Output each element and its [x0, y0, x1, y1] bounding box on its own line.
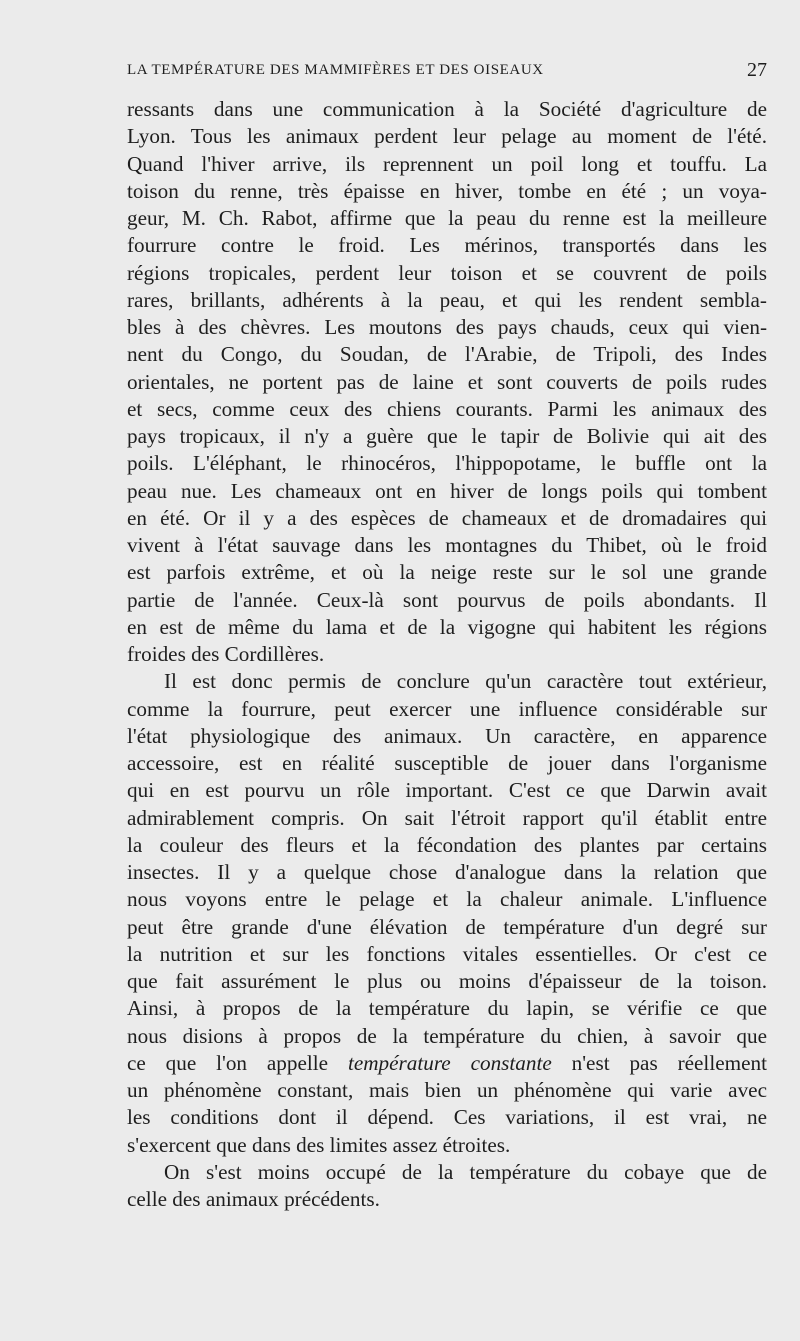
- page-number: 27: [747, 59, 767, 81]
- paragraph: [127, 1159, 767, 1214]
- text-line: vivent à l'état sauvage dans les montagnes du Thibet, où le froid: [127, 533, 767, 557]
- text-line: en été. Or il y a des espèces de chameaux et de dromadaires qui: [127, 505, 767, 530]
- paragraph: [127, 668, 767, 1159]
- text-line: qui en est pourvu un rôle important. C'est ce que Darwin avait: [127, 778, 767, 803]
- text-line: Il est donc permis de conclure qu'un caractère tout extérieur,: [164, 669, 767, 694]
- text-line: régions tropicales, perdent leur toison et se couvrent de poils: [127, 260, 767, 285]
- text-line: accessoire, est en réalité susceptible de jouer dans l'organisme: [127, 751, 767, 775]
- text-line: Ainsi, à propos de la température du lapin, se vérifie ce que: [127, 996, 767, 1021]
- text-line: partie de l'année. Ceux-là sont pourvus de poils abondants. Il: [127, 587, 767, 612]
- text-line: On s'est moins occupé de la température du cobaye que de: [164, 1159, 767, 1184]
- text-line: toison du renne, très épaisse en hiver, tombe en été ; un voya-: [127, 178, 767, 203]
- text-line: l'état physiologique des animaux. Un caractère, en apparence: [127, 723, 767, 748]
- text-line: celle des animaux précédents.: [127, 1187, 380, 1211]
- text-line: poils. L'éléphant, le rhinocéros, l'hippopotame, le buffle ont la: [127, 451, 767, 476]
- text-line: insectes. Il y a quelque chose d'analogue dans la relation que: [127, 860, 767, 884]
- text-line: peut être grande d'une élévation de température d'un degré sur: [127, 914, 767, 939]
- text-line: que fait assurément le plus ou moins d'épaisseur de la toison.: [127, 969, 767, 993]
- text-line: orientales, ne portent pas de laine et sont couverts de poils rudes: [127, 369, 767, 394]
- text-line: bles à des chèvres. Les moutons des pays chauds, ceux qui vien-: [127, 315, 767, 339]
- text-line: nous disions à propos de la température du chien, à savoir que: [127, 1023, 767, 1048]
- text-line: en est de même du lama et de la vigogne qui habitent les régions: [127, 614, 767, 639]
- text-line: Quand l'hiver arrive, ils reprennent un poil long et touffu. La: [127, 151, 767, 176]
- text-line: rares, brillants, adhérents à la peau, et qui les rendent sembla-: [127, 287, 767, 312]
- text-line: peau nue. Les chameaux ont en hiver de longs poils qui tombent: [127, 478, 767, 503]
- text-line: un phénomène constant, mais bien un phénomène qui varie avec: [127, 1078, 767, 1102]
- text-line: nous voyons entre le pelage et la chaleur animale. L'influence: [127, 887, 767, 912]
- text-line: comme la fourrure, peut exercer une influence considérable sur: [127, 696, 767, 721]
- text-line: est parfois extrême, et où la neige reste sur le sol une grande: [127, 560, 767, 585]
- emphasis: température constante: [347, 1050, 552, 1075]
- text-line: pays tropicaux, il n'y a guère que le tapir de Bolivie qui ait des: [127, 424, 767, 448]
- text-line: fourrure contre le froid. Les mérinos, transportés dans les: [127, 233, 767, 258]
- text-line: froides des Cordillères.: [127, 642, 325, 666]
- text-line: les conditions dont il dépend. Ces variations, il est vrai, ne: [127, 1105, 767, 1130]
- running-header: [127, 59, 767, 88]
- text-line: geur, M. Ch. Rabot, affirme que la peau du renne est la meilleure: [127, 206, 767, 230]
- text-line: nent du Congo, du Soudan, de l'Arabie, de Tripoli, des Indes: [127, 342, 767, 367]
- paragraph: [127, 96, 767, 668]
- text-line: s'exercent que dans des limites assez étroites.: [127, 1132, 511, 1157]
- text-line: la nutrition et sur les fonctions vitales essentielles. Or c'est ce: [127, 941, 767, 966]
- text-line: et secs, comme ceux des chiens courants. Parmi les animaux des: [127, 396, 767, 421]
- text-line: la couleur des fleurs et la fécondation des plantes par certains: [127, 832, 767, 857]
- text-line: ce que l'on appelle température constante n'est pas réellement: [127, 1050, 767, 1075]
- running-title: LA TEMPÉRATURE DES MAMMIFÈRES ET DES OISEAUX: [127, 62, 544, 78]
- text-line: ressants dans une communication à la Société d'agriculture de: [127, 97, 767, 121]
- text-line: Lyon. Tous les animaux perdent leur pelage au moment de l'été.: [127, 124, 767, 149]
- text-line: admirablement compris. On sait l'étroit rapport qu'il établit entre: [127, 805, 767, 830]
- body-text: [127, 96, 767, 1213]
